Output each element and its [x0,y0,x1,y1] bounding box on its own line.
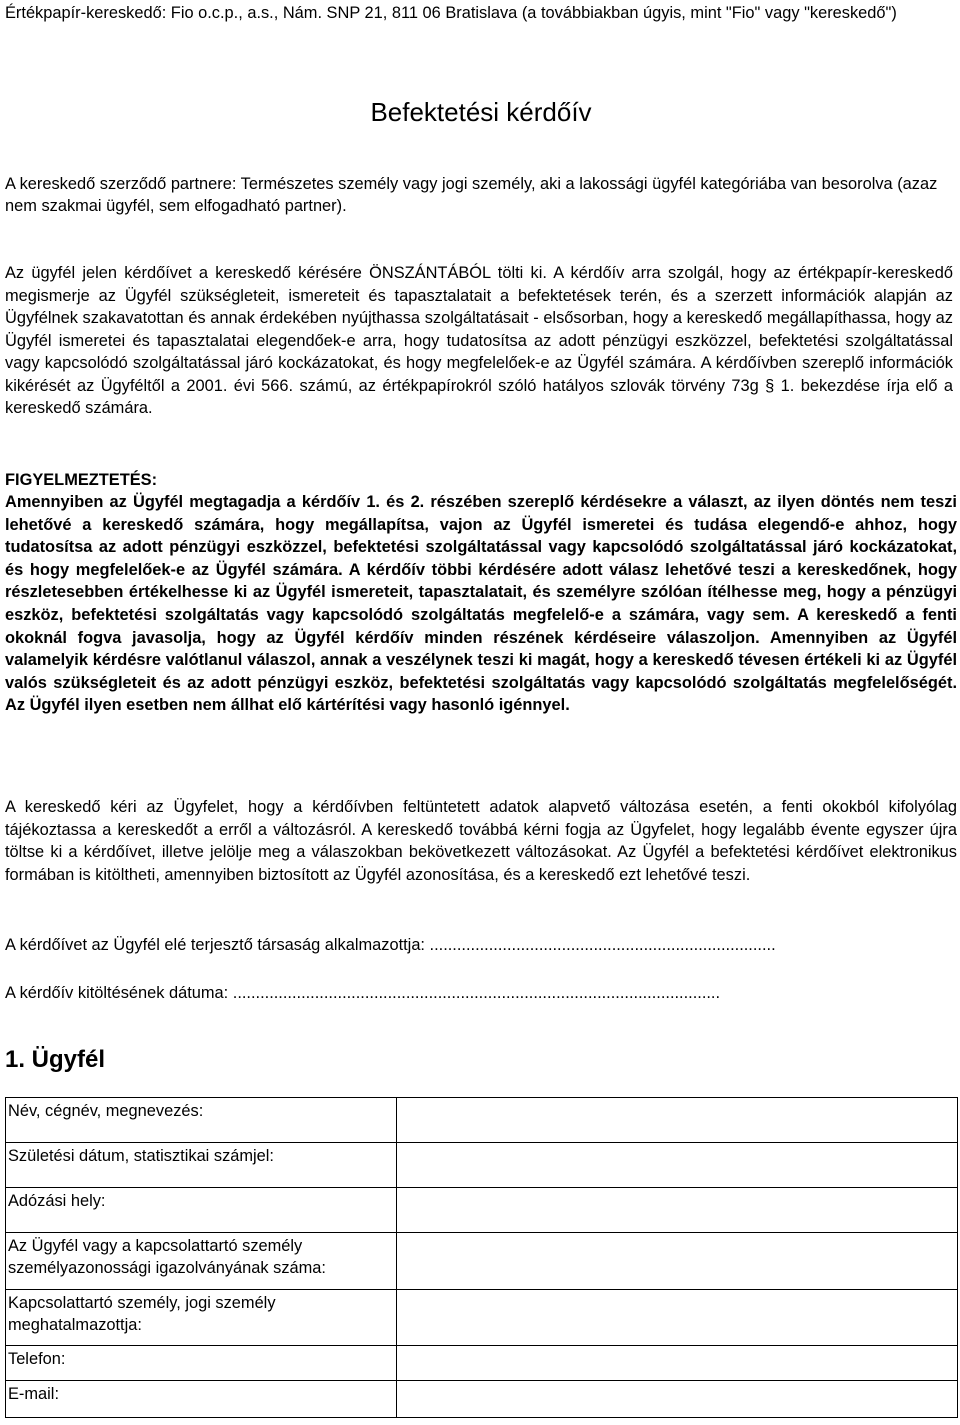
warning-heading: FIGYELMEZTETÉS: [5,471,158,489]
contact-person-input-cell[interactable] [397,1290,958,1346]
phone-input-cell[interactable] [397,1346,958,1381]
warning-body: Amennyiben az Ügyfél megtagadja a kérdőív 1. és 2. részében szereplő kérdésekre a választ, az ilyen döntés nem teszi lehetővé a kereskedő számára, hogy megállapítsa, vajon az Ügyfél ismeretei és tudása elegendő-e ahhoz, hogy tudatosítsa az adott pénzügyi eszközzel, befektetési szolgáltatással vagy kapcsolódó szolgáltatással járó kockázatokat, és hogy megfelelőek-e az Ügyfél számára. A kérdőív többi kérdésére adott válasz lehetővé teszi a kereskedőnek, hogy részletesebben értékelhesse ki az Ügyfél ismereteit, tapasztalatait, és személyre szólóan ítélhesse meg, hogy a pénzügyi eszköz, befektetési szolgáltatás vagy kapcsolódó szolgáltatás megfelelő-e a számára, vagy sem. A kereskedő a fenti okoknál fogva javasolja, hogy az Ügyfél kérdőív minden részének kérdéseire válaszoljon. Amennyiben az Ügyfél valamelyik kérdésre valótlanul válaszol, annak a veszélynek teszi ki magát, hogy a kereskedő tévesen értékeli ki az Ügyfél valós szükségleteit és az adott pénzügyi eszköz, befektetési szolgáltatás vagy kapcsolódó szolgáltatás megfelelőségét. Az Ügyfél ilyen esetben nem állhat elő kártérítési vagy hasonló igénnyel. [5,493,957,715]
row-label-contact-person: Kapcsolattartó személy, jogi személy meghatalmazottja: [6,1290,397,1346]
date-field[interactable]: A kérdőív kitöltésének dátuma: ........................................................................................................... [5,984,721,1002]
voluntary-paragraph: Az ügyfél jelen kérdőívet a kereskedő kérésére ÖNSZÁNTÁBÓL tölti ki. A kérdőív arra szolgál, hogy az értékpapír-kereskedő megismerje az Ügyfél szükségleteit, ismereteit és tapasztalatait a befektetések terén, és a szerzett információk alapján az Ügyfélnek szakavatottan és annak érdekében nyújthassa szolgáltatásait - elsősorban, hogy a kereskedő megállapíthassa, hogy az Ügyfél ismeretei és tapasztalatai elegendőek-e arra, hogy tudatosítsa az adott pénzügyi eszközzel, befektetési szolgáltatással vagy kapcsolódó szolgáltatással járó kockázatokat, és hogy megfelelőek-e az Ügyfél számára. A kérdőívben szereplő információk kikérését az Ügyféltől a 2001. évi 566. számú, az értékpapírokról szóló hatályos szlovák törvény 73g § 1. bekezdése írja elő a kereskedő számára. [5,264,953,417]
partner-intro-paragraph: A kereskedő szerződő partnere: Természetes személy vagy jogi személy, aki a lakossági ügyfél kategóriába van besorolva (azaz nem szakmai ügyfél, sem elfogadható partner). [5,175,938,215]
document-title: Befektetési kérdőív [370,97,592,127]
table-row [6,1290,958,1346]
table-row [6,1098,958,1143]
row-label-phone: Telefon: [6,1346,397,1381]
row-label-email: E-mail: [6,1381,397,1418]
issuer-header: Értékpapír-kereskedő: Fio o.c.p., a.s., Nám. SNP 21, 811 06 Bratislava (a továbbiakban úgyis, mint "Fio" vagy "kereskedő") [5,4,897,22]
client-data-table [5,1097,958,1418]
row-label-id-number: Az Ügyfél vagy a kapcsolattartó személy személyazonossági igazolványának száma: [6,1233,397,1290]
tax-place-input-cell[interactable] [397,1188,958,1233]
section-title-client: 1. Ügyfél [5,1046,106,1073]
table-row [6,1188,958,1233]
table-row [6,1143,958,1188]
row-label-tax-place: Adózási hely: [6,1188,397,1233]
id-number-input-cell[interactable] [397,1233,958,1290]
name-input-cell[interactable] [397,1098,958,1143]
birthdate-input-cell[interactable] [397,1143,958,1188]
update-request-paragraph: A kereskedő kéri az Ügyfelet, hogy a kérdőívben feltüntetett adatok alapvető változása esetén, a fenti okokból kifolyólag tájékoztassa a kereskedőt a erről a változásról. A kereskedő továbbá kérni fogja az Ügyfelet, hogy legalább évente egyszer újra töltse ki a kérdőívet, illetve jelölje meg a válaszokban bekövetkezett változásokat. Az Ügyfél a befektetési kérdőívet elektronikus formában is kitöltheti, amennyiben biztosított az Ügyfél azonosítása, és a kereskedő ezt lehetővé teszi. [5,798,957,884]
row-label-name: Név, cégnév, megnevezés: [6,1098,397,1143]
table-row [6,1233,958,1290]
table-row [6,1381,958,1418]
email-input-cell[interactable] [397,1381,958,1418]
row-label-birthdate: Születési dátum, statisztikai számjel: [6,1143,397,1188]
employee-field[interactable]: A kérdőívet az Ügyfél elé terjesztő társaság alkalmazottja: ............................................................................ [5,936,776,954]
table-row [6,1346,958,1381]
